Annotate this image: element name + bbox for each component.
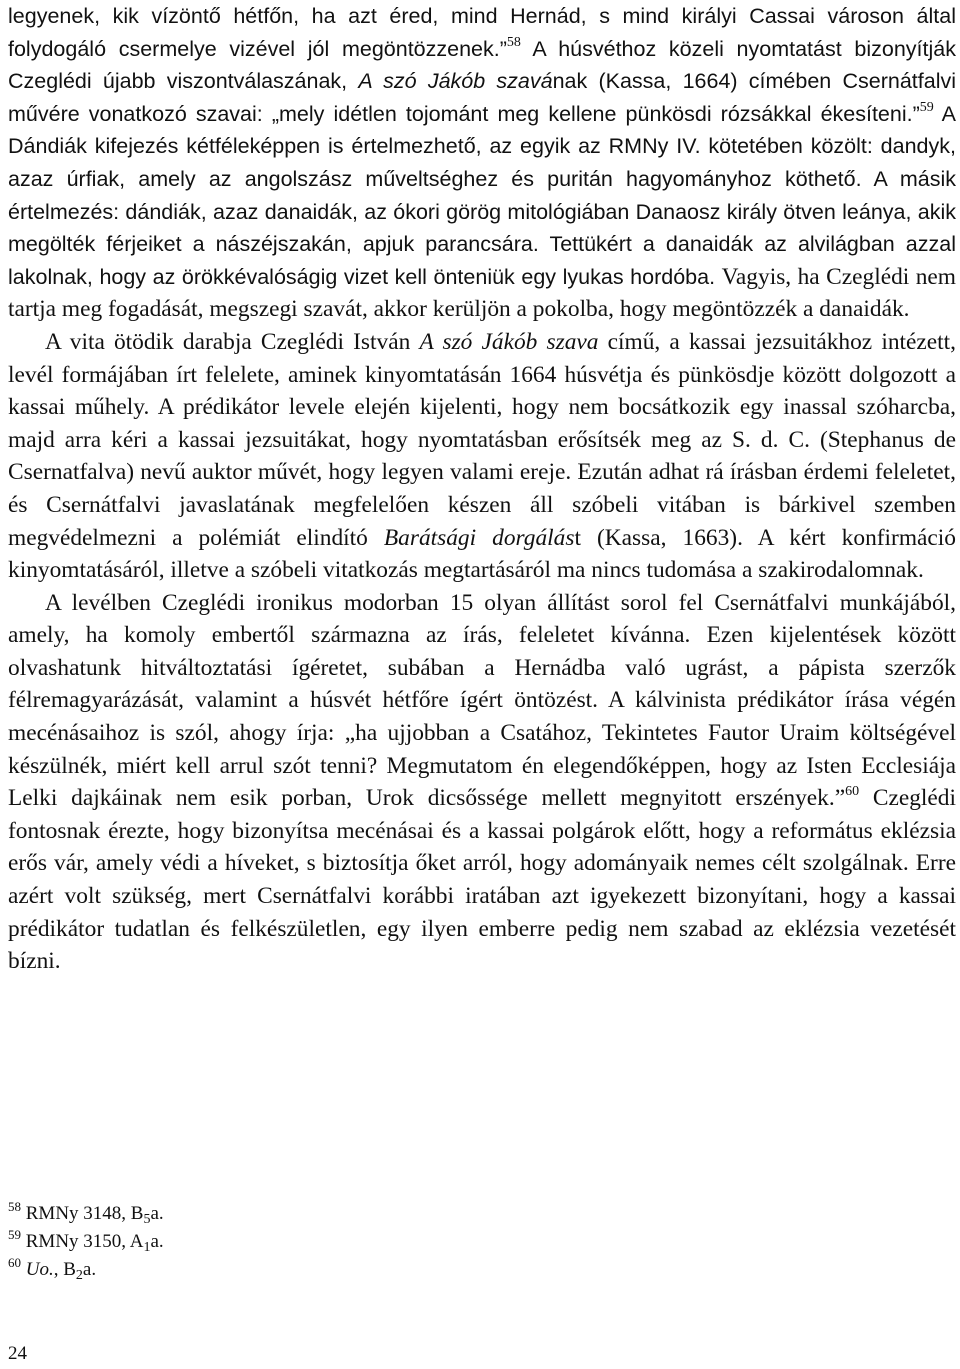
paragraph: [8, 326, 956, 587]
text-run: Uo.: [25, 1259, 54, 1280]
subscript: 1: [143, 1240, 151, 1255]
footnote-text: [25, 1203, 164, 1227]
text-run: A Dándiák kifejezés kétféleképpen is értelmezhető, az egyik az RMNy IV. kötetében közölt: dandyk, azaz úrfiak, amely az angolszász műveltséghez és puritán hagyományhoz köthető. A másik értelmezés: dándiák, azaz danaidák, az ókori görög mitológiában Danaosz király ötven leánya, akik megölték férjeiket a nászéjszakán, apjuk parancsára. Tettükért a danaidák az alvilágban azzal lakolnak, hogy az örökkévalóságig vizet kell önteniük egy lyukas hordóba.: [8, 101, 956, 289]
paragraph: [8, 0, 956, 326]
text-run: legyenek, kik vízöntő hétfőn, ha azt éred, mind Hernád, s mind királyi Cassai városon által folydogáló csermelye vizével jól megöntözzenek.”: [8, 4, 956, 61]
footnote-number: 58: [8, 1199, 21, 1214]
text-run: a.: [150, 1231, 164, 1252]
text-run: RMNy 3150, A: [25, 1231, 144, 1252]
text-run: t (Kassa, 1663). A kért konfirmáció kinyomtatásáról, illetve a szóbeli vitatkozás megtartásáról ma nincs tudomása a szakirodalomnak.: [8, 524, 956, 584]
footnote-text: [25, 1231, 164, 1255]
footnote-reference: 59: [919, 99, 934, 115]
text-run: A vita ötödik darabja Czeglédi István: [45, 328, 420, 355]
text-run: , B: [53, 1259, 76, 1280]
text-run: című, a kassai jezsuitákhoz intézett, levél formájában írt felelete, aminek kinyomtatásán 1664 húsvétja és pünkösdje között dolgozott a kassai műhely. A prédikátor levele elején kijelenti, hogy nem bocsátkozik egy inassal szóharcba, majd arra kéri a kassai jezsuitákat, hogy nyomtatásban erősítsék meg az S. d. C. (Stephanus de Csernatfalva) nevű auktor művét, hogy legyen valami ereje. Ezután adhat rá írásban érdemi feleletet, és Csernátfalvi javaslatának megfelelően készen áll szóbeli vitában is bárkivel szemben megvédelmezni a polémiát elindító: [8, 328, 957, 551]
text-run: RMNy 3148, B: [25, 1203, 144, 1224]
subscript: 2: [75, 1268, 83, 1283]
text-run: Barátsági dorgálás: [383, 524, 575, 551]
footnote: [8, 1256, 164, 1284]
page-number: 24: [8, 1343, 27, 1364]
subscript: 5: [143, 1212, 151, 1227]
text-run: Czeglédi fontosnak érezte, hogy bizonyítsa mecénásai és a kassai polgárok előtt, hogy a református eklézsia erős vár, amely védi a híveket, s biztosítja őket arról, hogy adományaik nemes célt szolgálnak. Erre azért volt szükség, mert Csernátfalvi korábbi iratában azt igyekezett bizonyítani, hogy a kassai prédikátor tudatlan és felkészületlen, egy ilyen emberre pedig nem szabad az eklézsia vezetését bízni.: [8, 785, 956, 975]
footnote-text: [25, 1259, 97, 1283]
paragraph: [8, 587, 956, 978]
text-run: Vagyis, ha Czeglédi nem tartja meg fogadását, megszegi szavát, akkor kerüljön a pokolba, hogy megöntözzék a danaidák.: [8, 263, 956, 323]
footnote-number: 60: [8, 1255, 21, 1270]
text-run: A szó Jákób szavá: [358, 69, 553, 94]
text-run: A szó Jákób szava: [419, 328, 599, 355]
text-run: a.: [150, 1203, 164, 1224]
footnote: [8, 1228, 164, 1256]
footnotes: [8, 1200, 164, 1284]
body-text: [8, 0, 956, 978]
footnote: [8, 1200, 164, 1228]
footnote-reference: 58: [506, 34, 521, 50]
footnote-number: 59: [8, 1227, 21, 1242]
text-run: A levélben Czeglédi ironikus modorban 15 olyan állítást sorol fel Csernátfalvi munkájából, amely, ha komoly embertől származna az írás, feleletet kívánna. Ezen kijelentések között olvashatunk hitváltoztatási ígéretet, subában a Hernádba való ugrást, a pápista szerzők félremagyarázását, valamint a húsvét hétfőre ígért öntözést. A kálvinista prédikátor írása végén mecénásaihoz is szól, ahogy írja: „ha ujjobban a Csatához, Tekintetes Fautor Uraim költségével készülnék, miért kell arrul szót tenni? Megmutatom én elegendőképpen, hogy az Isten Ecclesiája Lelki dajkáinak nem esik porban, Urok dicsőssége mellett megnyitott erszények.”: [8, 589, 956, 812]
text-run: nak (Kassa, 1664) címében Csernátfalvi művére vonatkozó szavai: „mely idétlen tojománt meg kellene pünkösdi rózsákkal ékesíteni.”: [8, 69, 956, 126]
footnote-reference: 60: [845, 784, 860, 800]
text-run: A húsvéthoz közeli nyomtatást bizonyítják Czeglédi újabb viszontválaszának,: [8, 36, 956, 94]
text-run: a.: [82, 1259, 97, 1280]
